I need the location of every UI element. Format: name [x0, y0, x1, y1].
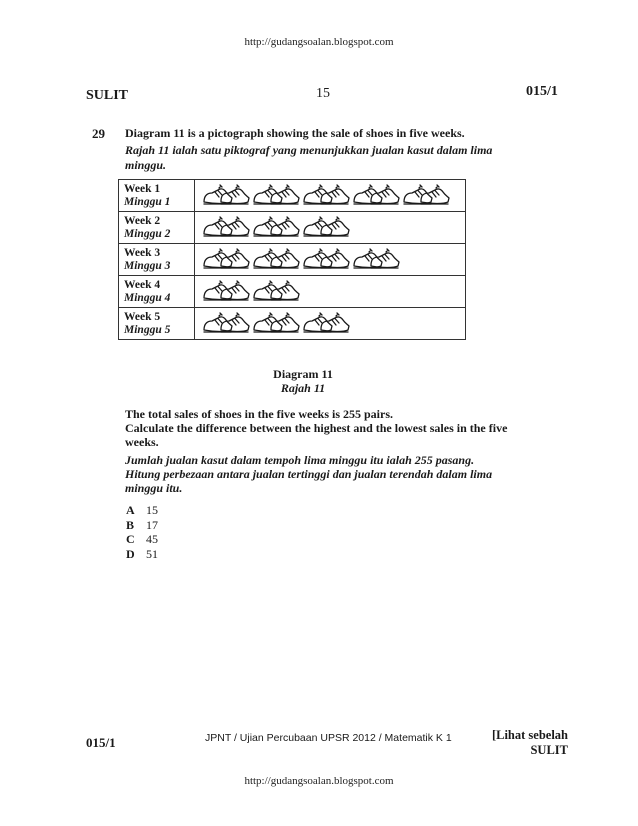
option-value: 51: [146, 546, 158, 561]
shoe-icons-cell: [195, 212, 466, 244]
footer-paper-code: 015/1: [86, 735, 116, 750]
top-url[interactable]: http://gudangsoalan.blogspot.com: [244, 36, 394, 48]
shoe-icons-cell: [195, 244, 466, 276]
shoe-pair-icon: [251, 311, 301, 337]
footer-exam-title: JPNT / Ujian Percubaan UPSR 2012 / Matematik K 1: [205, 732, 452, 744]
pictograph-row: [119, 276, 466, 308]
pictograph-row: [119, 180, 466, 212]
week-label: [119, 244, 195, 276]
diagram-caption-ms: Rajah 11: [280, 381, 326, 395]
week-label-en: Week 5: [124, 310, 161, 323]
footer-turn-over: [490, 728, 568, 758]
week-label-ms: Minggu 1: [124, 195, 171, 208]
shoe-pair-icon: [301, 311, 351, 337]
shoe-pair-icon: [201, 215, 251, 241]
question-number: 29: [92, 126, 105, 141]
shoe-pair-icon: [301, 247, 351, 273]
option-value: 15: [146, 503, 158, 517]
option-c[interactable]: [126, 532, 158, 547]
week-label-ms: Minggu 2: [124, 227, 171, 240]
option-b[interactable]: [126, 518, 158, 533]
option-letter: B: [126, 517, 135, 532]
shoe-pair-icon: [251, 183, 301, 209]
option-value: 45: [146, 532, 158, 546]
week-label-ms: Minggu 5: [124, 323, 171, 336]
shoe-pair-icon: [401, 183, 451, 209]
option-d[interactable]: [126, 547, 158, 562]
shoe-pair-icon: [251, 279, 301, 305]
question-intro-ms-2: minggu.: [125, 158, 167, 172]
week-label-ms: Minggu 3: [124, 259, 171, 272]
shoe-pair-icon: [201, 311, 251, 337]
week-label-ms: Minggu 4: [124, 291, 171, 304]
option-letter: D: [126, 546, 135, 561]
week-label-en: Week 2: [124, 214, 161, 227]
option-letter: C: [126, 532, 135, 546]
pictograph-row: [119, 212, 466, 244]
header-paper-code: 015/1: [526, 84, 558, 99]
shoe-pair-icon: [351, 247, 401, 273]
week-label: [119, 308, 195, 340]
footer-turn-over-line1: [Lihat sebelah: [491, 728, 568, 742]
shoe-pair-icon: [301, 183, 351, 209]
question-intro-en: Diagram 11 is a pictograph showing the sale of shoes in five weeks.: [125, 126, 465, 140]
week-label: [119, 180, 195, 212]
pictograph-row: [119, 308, 466, 340]
option-value: 17: [146, 517, 158, 532]
week-label-en: Week 1: [124, 182, 161, 195]
week-label: [119, 276, 195, 308]
footer-turn-over-line2: SULIT: [530, 743, 568, 757]
shoe-icons-cell: [195, 180, 466, 212]
shoe-pair-icon: [201, 183, 251, 209]
page-number: 15: [316, 86, 330, 101]
question-body-en-1: The total sales of shoes in the five weeks is 255 pairs.: [125, 407, 393, 421]
shoe-pair-icon: [251, 247, 301, 273]
question-body-en-2: Calculate the difference between the highest and the lowest sales in the five: [125, 421, 508, 435]
header-sulit: SULIT: [86, 88, 129, 103]
question-body-ms-3: minggu itu.: [125, 481, 183, 495]
option-letter: A: [126, 503, 135, 517]
shoe-pair-icon: [201, 247, 251, 273]
shoe-pair-icon: [351, 183, 401, 209]
answer-options: [126, 503, 158, 561]
shoe-icons-cell: [195, 308, 466, 340]
question-intro-ms-1: Rajah 11 ialah satu piktograf yang menunjukkan jualan kasut dalam lima: [125, 143, 493, 157]
pictograph-row: [119, 244, 466, 276]
shoe-pair-icon: [301, 215, 351, 241]
shoe-pair-icon: [251, 215, 301, 241]
question-body-en-3: weeks.: [125, 435, 159, 449]
week-label-en: Week 3: [124, 246, 161, 259]
question-body-ms-1: Jumlah jualan kasut dalam tempoh lima minggu itu ialah 255 pasang.: [125, 453, 475, 467]
question-body-ms-2: Hitung perbezaan antara jualan tertinggi dan jualan terendah dalam lima: [125, 467, 493, 481]
diagram-caption-en: Diagram 11: [273, 367, 333, 381]
option-a[interactable]: [126, 503, 158, 518]
week-label-en: Week 4: [124, 278, 161, 291]
bottom-url[interactable]: http://gudangsoalan.blogspot.com: [244, 775, 394, 787]
pictograph-table: [118, 179, 466, 340]
shoe-icons-cell: [195, 276, 466, 308]
week-label: [119, 212, 195, 244]
shoe-pair-icon: [201, 279, 251, 305]
